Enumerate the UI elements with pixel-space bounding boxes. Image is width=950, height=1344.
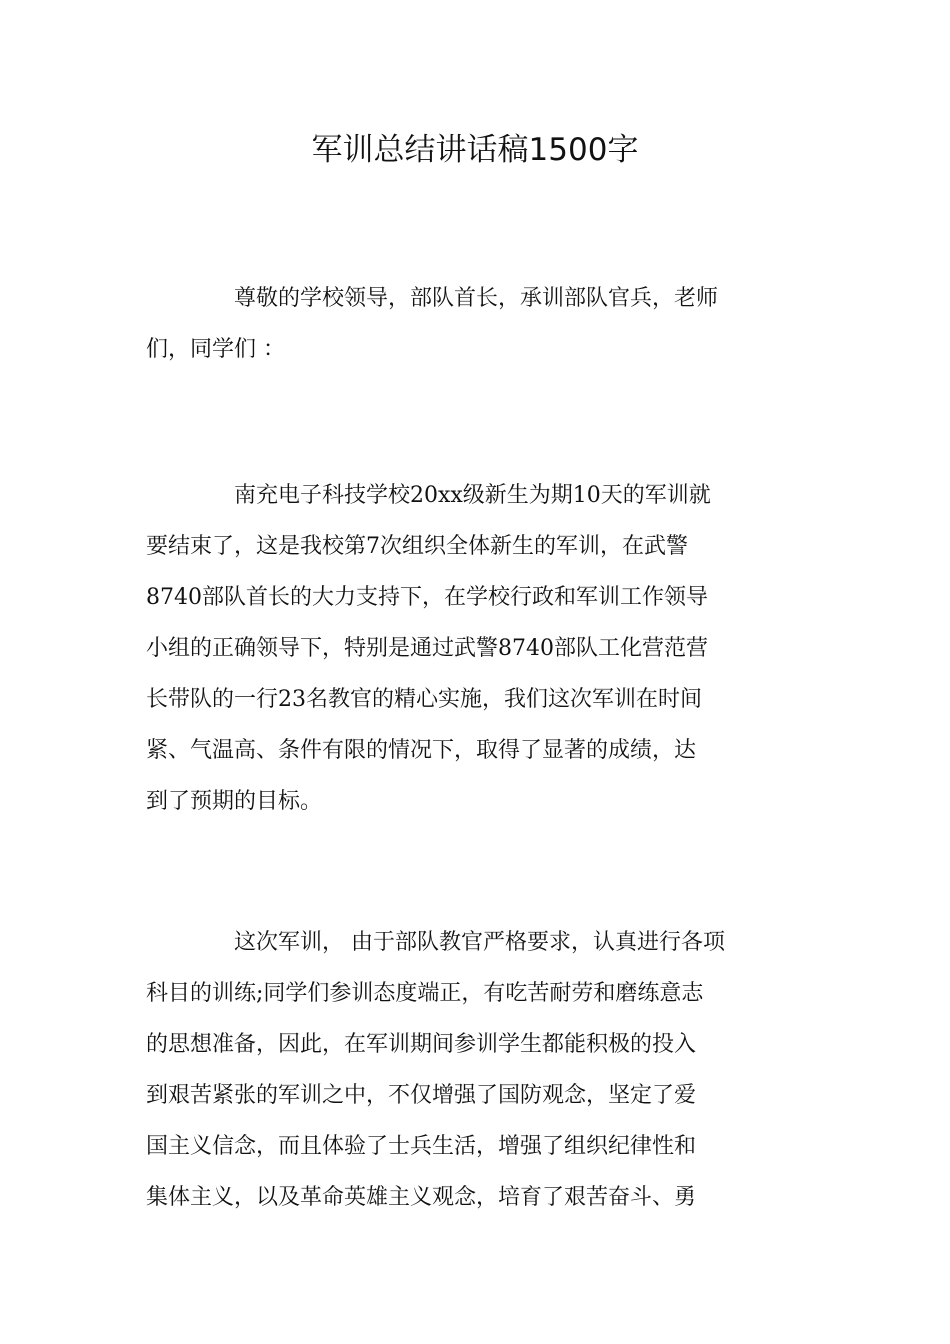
paragraph-line: 长带队的一行23名教官的精心实施，我们这次军训在时间 <box>146 687 702 712</box>
paragraph-line: 的思想准备，因此，在军训期间参训学生都能积极的投入 <box>146 1032 697 1057</box>
paragraph-line: 这次军训， 由于部队教官严格要求，认真进行各项 <box>234 930 725 955</box>
paragraph-line: 科目的训练;同学们参训态度端正，有吃苦耐劳和磨练意志 <box>146 981 704 1006</box>
paragraph-training <box>146 917 806 1223</box>
paragraph-intro <box>146 470 806 827</box>
paragraph-line: 8740部队首长的大力支持下，在学校行政和军训工作领导 <box>146 585 708 610</box>
paragraph-line: 南充电子科技学校20xx级新生为期10天的军训就 <box>234 483 711 508</box>
paragraph-greeting <box>146 273 806 375</box>
paragraph-line: 要结束了，这是我校第7次组织全体新生的军训，在武警 <box>146 534 688 559</box>
paragraph-line: 小组的正确领导下，特别是通过武警8740部队工化营范营 <box>146 636 708 661</box>
document-title: 军训总结讲话稿1500字 <box>311 132 639 168</box>
paragraph-line: 到艰苦紧张的军训之中，不仅增强了国防观念，坚定了爱 <box>146 1083 697 1108</box>
paragraph-line: 尊敬的学校领导，部队首长，承训部队官兵，老师 <box>234 286 719 311</box>
paragraph-line: 集体主义，以及革命英雄主义观念，培育了艰苦奋斗、勇 <box>146 1185 697 1210</box>
paragraph-line: 到了预期的目标。 <box>146 789 323 814</box>
paragraph-line: 们，同学们 ： <box>146 337 285 362</box>
paragraph-line: 国主义信念，而且体验了士兵生活，增强了组织纪律性和 <box>146 1134 697 1159</box>
paragraph-line: 紧、气温高、条件有限的情况下，取得了显著的成绩，达 <box>146 738 697 763</box>
